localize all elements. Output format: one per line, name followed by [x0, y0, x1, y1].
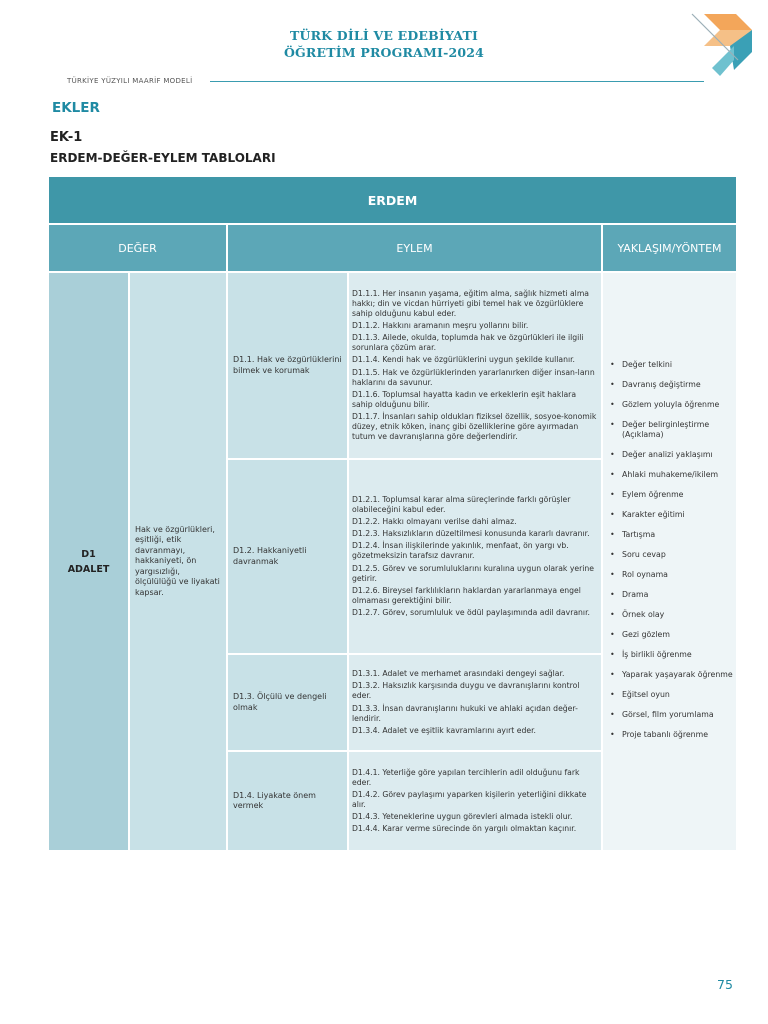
approach-item: • İş birlikli öğrenme [609, 650, 734, 660]
action-item: D1.3.4. Adalet ve eşitlik kavramlarını ayırt eder. [352, 725, 536, 735]
action-item: D1.2.6. Bireysel farklılıkların haklardan yararlanmaya engel olmaması gerektiğini bilir. [352, 585, 581, 605]
action-cell [349, 655, 601, 750]
action-item: D1.4.1. Yeterliğe göre yapılan tercihlerin adil olduğunu fark eder. [352, 767, 580, 787]
approach-item: • Yaparak yaşayarak öğrenme [609, 670, 734, 680]
action-item: D1.3.1. Adalet ve merhamet arasındaki dengeyi sağlar. [352, 669, 565, 679]
approach-item: • Eğitsel oyun [609, 690, 734, 700]
page-number: 75 [717, 977, 733, 992]
action-item: D1.4.3. Yeteneklerine uygun görevleri almada istekli olur. [352, 812, 573, 822]
sub-value-label: D1.4. Liyakate önem vermek [233, 790, 316, 810]
action-item: D1.1.7. İnsanları sahip oldukları fiziksel özellik, sosyoe-konomik düzey, etnik köken, inanç gibi özelliklerine göre ayırmadan tutum ve davranışlarına göre değerlendirir. [352, 411, 597, 442]
action-item: D1.2.1. Toplumsal karar alma süreçlerinde farklı görüşler olabileceğini kabul eder. [352, 494, 571, 515]
header-divider [210, 81, 704, 82]
action-item: D1.1.4. Kendi hak ve özgürlüklerini uygun şekilde kullanır. [352, 355, 575, 365]
approach-item: • Soru cevap [609, 550, 734, 560]
action-item: D1.2.2. Hakkı olmayanı verilse dahi almaz. [352, 517, 517, 527]
document-header-title [0, 27, 768, 61]
action-item: D1.1.6. Toplumsal hayatta kadın ve erkeklerin eşit haklara sahip olduğunu bilir. [352, 389, 577, 409]
header-title-line2: ÖĞRETİM PROGRAMI-2024 [283, 45, 485, 60]
approach-item: • Görsel, film yorumlama [609, 710, 734, 720]
approach-item: • Örnek olay [609, 610, 734, 620]
column-header-eylem: EYLEM [228, 225, 601, 271]
action-item: D1.2.3. Haksızlıkların düzeltilmesi konusunda kararlı davranır. [352, 529, 590, 539]
value-description-cell [130, 273, 226, 850]
approach-list [609, 360, 734, 750]
action-item: D1.2.5. Görev ve sorumluluklarını kuralına uygun olarak yerine getirir. [352, 563, 594, 583]
action-item: D1.1.5. Hak ve özgürlüklerinden yararlanırken diğer insan-ların haklarını da savunur. [352, 367, 595, 387]
approach-item: • Eylem öğrenme [609, 490, 734, 500]
approach-item: • Değer analizi yaklaşımı [609, 450, 734, 460]
appendix-title: ERDEM-DEĞER-EYLEM TABLOLARI [50, 151, 276, 165]
approach-cell [603, 273, 736, 850]
action-item: D1.3.3. İnsan davranışlarını hukuki ve ahlaki açıdan değer-lendirir. [352, 703, 578, 723]
value-code-cell [49, 273, 128, 850]
action-cell [349, 460, 601, 653]
column-header-deger: DEĞER [49, 225, 226, 271]
action-item: D1.4.4. Karar verme sürecinde ön yargılı olmaktan kaçınır. [352, 824, 577, 834]
approach-item: • Karakter eğitimi [609, 510, 734, 520]
action-item: D1.1.3. Ailede, okulda, toplumda hak ve özgürlükleri ile ilgili sorunlara çözüm arar. [352, 333, 584, 353]
value-description: Hak ve özgürlükleri, eşitliği, etik davranmayı, hakkaniyeti, ön yargısızlığı, ölçülülüğü ve liyakati kapsar. [135, 524, 220, 597]
sub-value-label: D1.2. Hakkaniyetli davranmak [233, 546, 307, 566]
header-title-line1: TÜRK DİLİ VE EDEBİYATI [289, 28, 479, 43]
section-label: EKLER [52, 100, 100, 116]
value-name: ADALET [67, 563, 110, 575]
column-header-yaklasim: YAKLAŞIM/YÖNTEM [603, 225, 736, 271]
action-item: D1.4.2. Görev paylaşımı yaparken kişilerin yeterliğini dikkate alır. [352, 789, 587, 809]
document-subtitle: TÜRKİYE YÜZYILI MAARİF MODELİ [67, 77, 193, 85]
erdem-header: ERDEM [49, 177, 736, 223]
appendix-label: EK-1 [50, 130, 83, 145]
sub-value-cell [228, 752, 347, 850]
corner-logo-icon [690, 12, 760, 82]
approach-item: • Gözlem yoluyla öğrenme [609, 400, 734, 410]
approach-item: • Değer belirginleştirme (Açıklama) [609, 420, 734, 440]
action-item: D1.2.7. Görev, sorumluluk ve ödül paylaşımında adil davranır. [352, 607, 590, 617]
approach-item: • Davranış değiştirme [609, 380, 734, 390]
action-cell [349, 752, 601, 850]
erdem-table [49, 177, 736, 850]
approach-item: • Ahlaki muhakeme/ikilem [609, 470, 734, 480]
sub-value-label: D1.3. Ölçülü ve dengeli olmak [233, 692, 327, 712]
action-item: D1.3.2. Haksızlık karşısında duygu ve davranışlarını kontrol eder. [352, 681, 580, 701]
sub-value-cell [228, 273, 347, 458]
sub-value-label: D1.1. Hak ve özgürlüklerini bilmek ve korumak [233, 355, 342, 375]
action-item: D1.2.4. İnsan ilişkilerinde yakınlık, menfaat, ön yargı vb. gözetmeksizin tarafsız davranır. [352, 541, 569, 561]
approach-item: • Rol oynama [609, 570, 734, 580]
value-code: D1 [81, 548, 96, 560]
approach-item: • Drama [609, 590, 734, 600]
approach-item: • Proje tabanlı öğrenme [609, 730, 734, 740]
approach-item: • Değer telkini [609, 360, 734, 370]
action-item: D1.1.2. Hakkını aramanın meşru yollarını bilir. [352, 321, 529, 331]
approach-item: • Tartışma [609, 530, 734, 540]
approach-item: • Gezi gözlem [609, 630, 734, 640]
sub-value-cell [228, 460, 347, 653]
action-item: D1.1.1. Her insanın yaşama, eğitim alma, sağlık hizmeti alma hakkı; din ve vicdan hürriyeti gibi temel hak ve özgürlüklere sahip olduğunu kabul eder. [352, 288, 590, 319]
sub-value-cell [228, 655, 347, 750]
action-cell [349, 273, 601, 458]
